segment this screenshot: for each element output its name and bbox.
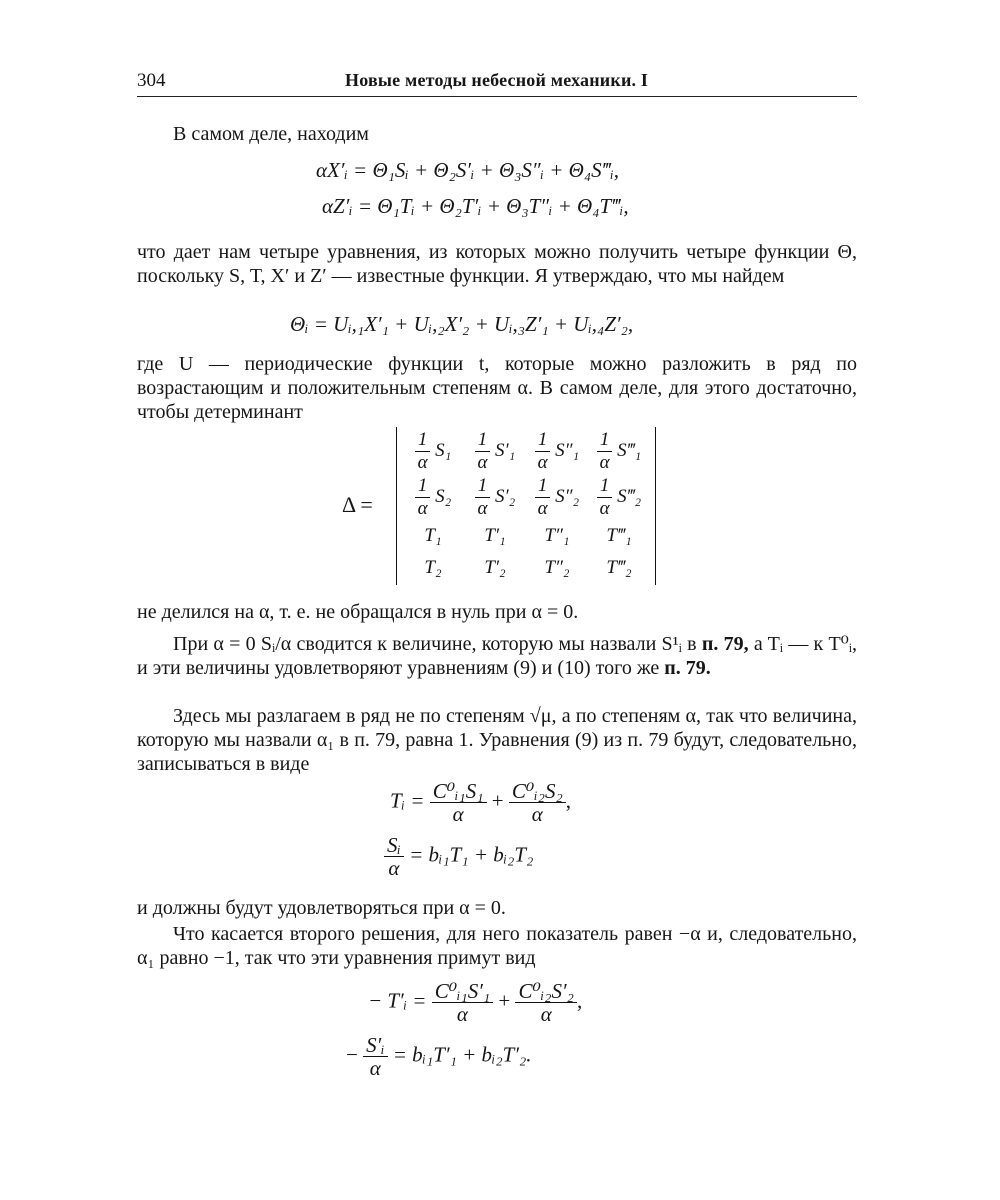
det-cell: $\frac{1}{\alpha}$ S″₂ bbox=[527, 475, 587, 520]
det-cell: T‴₂ bbox=[606, 557, 632, 578]
det-cell: $\frac{1}{\alpha}$ S″₁ bbox=[527, 429, 587, 474]
paragraph-8: Что касается второго решения, для него показатель равен −α и, следовательно, α₁ равно −1, так что эти уравнения примут вид bbox=[137, 923, 857, 969]
det-cell: $\frac{1}{\alpha}$ S₂ bbox=[403, 475, 463, 520]
det-cell: T′₂ bbox=[484, 557, 506, 578]
det-cell: T′₁ bbox=[484, 525, 506, 546]
det-cell: T₁ bbox=[424, 525, 442, 546]
det-cell: $\frac{1}{\alpha}$ S‴₁ bbox=[589, 429, 649, 474]
equation-5: $\frac{\text{Sᵢ}}{\alpha}$ = bᵢ₁T₁ + bᵢ₂T₂ bbox=[384, 834, 533, 879]
equation-6: − T′ᵢ = $\frac{\text{C⁰ᵢ₁S′₁}}{\alpha}$ + $\frac{\text{C⁰ᵢ₂S′₂}}{\alpha}$ , bbox=[368, 979, 583, 1026]
delta-label: Δ = bbox=[342, 492, 373, 517]
det-cell: $\frac{1}{\alpha}$ S‴₂ bbox=[589, 475, 649, 520]
running-title: Новые методы небесной механики. I bbox=[345, 70, 649, 90]
page-number: 304 bbox=[137, 70, 166, 91]
det-cell: $\frac{1}{\alpha}$ S₁ bbox=[403, 429, 463, 474]
equation-4: Tᵢ = $\frac{\text{C⁰ᵢ₁S₁}}{\alpha}$ + $\frac{\text{C⁰ᵢ₂S₂}}{\alpha}$ , bbox=[390, 779, 571, 826]
reference-section-79: п. 79, bbox=[701, 633, 749, 655]
paragraph-5: При α = 0 Sᵢ/α сводится к величине, которую мы назвали S¹ᵢ в п. 79, a Tᵢ — к T⁰ᵢ, и эти величины удовлетворяют уравнениям (9) и (10) того же п. 79. bbox=[137, 633, 858, 679]
det-cell: $\frac{1}{\alpha}$ S′₁ bbox=[465, 429, 525, 474]
det-cell: T″₂ bbox=[544, 557, 570, 578]
paragraph-3: где U — периодические функции t, которые можно разложить в ряд по возрастающим и положительным степеням α. В самом деле, для этого достаточно, чтобы детерминант bbox=[137, 353, 857, 423]
det-cell: T₂ bbox=[424, 557, 442, 578]
equation-3: Θᵢ = Uᵢ,₁X′₁ + Uᵢ,₂X′₂ + Uᵢ,₃Z′₁ + Uᵢ,₄Z′₂, bbox=[290, 312, 634, 336]
det-cell: T‴₁ bbox=[606, 525, 632, 546]
running-header bbox=[137, 70, 857, 97]
reference-section-79: п. 79. bbox=[664, 657, 711, 679]
det-cell: T″₁ bbox=[544, 525, 570, 546]
equation-2: αZ′ᵢ = Θ₁Tᵢ + Θ₂T′ᵢ + Θ₃T″ᵢ + Θ₄T‴ᵢ, bbox=[322, 194, 629, 218]
determinant-matrix bbox=[396, 427, 656, 585]
equation-7: − $\frac{\text{S′ᵢ}}{\alpha}$ = bᵢ₁T′₁ + bᵢ₂T′₂. bbox=[346, 1033, 532, 1080]
paragraph-1: В самом деле, находим bbox=[173, 123, 369, 145]
paragraph-4: не делился на α, т. е. не обращался в нуль при α = 0. bbox=[137, 601, 579, 623]
paragraph-2: что дает нам четыре уравнения, из которых можно получить четыре функции Θ, поскольку S, T, X′ и Z′ — известные функции. Я утверждаю, что мы найдем bbox=[137, 241, 857, 287]
paragraph-6: Здесь мы разлагаем в ряд не по степеням √μ, а по степеням α, так что величина, которую мы назвали α₁ в п. 79, равна 1. Уравнения (9) из п. 79 будут, следовательно, записываться в виде bbox=[137, 705, 857, 775]
equation-1: αX′ᵢ = Θ₁Sᵢ + Θ₂S′ᵢ + Θ₃S″ᵢ + Θ₄S‴ᵢ, bbox=[316, 158, 620, 182]
det-cell: $\frac{1}{\alpha}$ S′₂ bbox=[465, 475, 525, 520]
paragraph-7: и должны будут удовлетворяться при α = 0. bbox=[137, 897, 506, 919]
